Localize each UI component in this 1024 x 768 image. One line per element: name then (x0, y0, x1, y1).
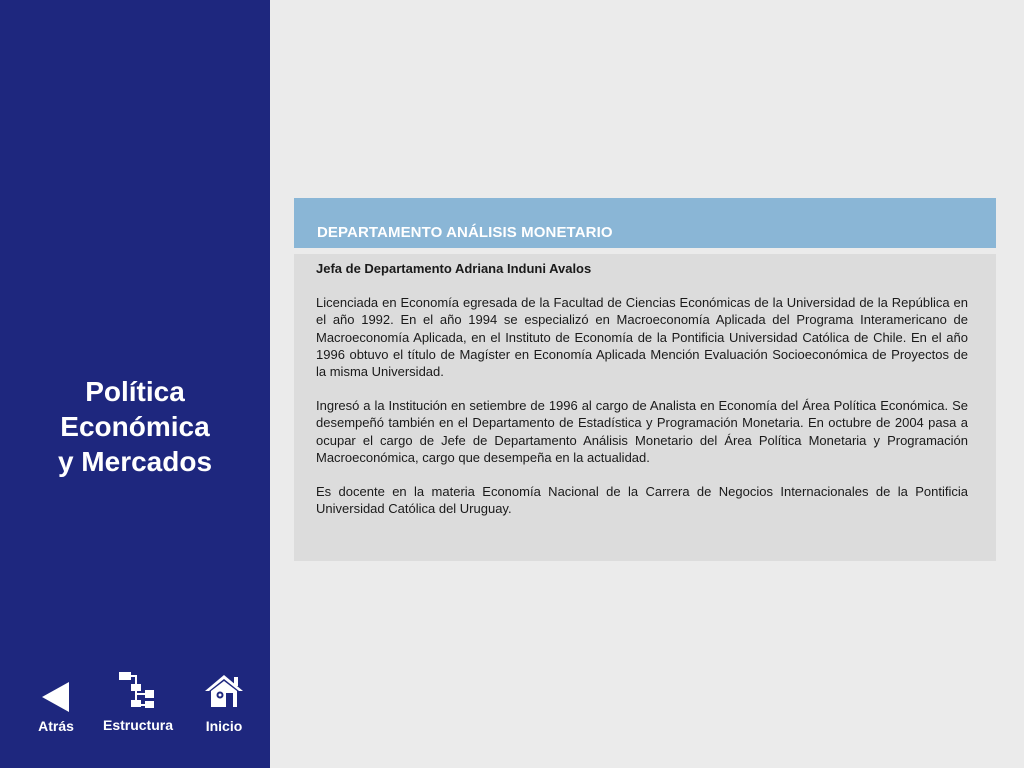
back-button-label: Atrás (38, 718, 74, 734)
back-button[interactable] (26, 666, 86, 738)
card-header (294, 198, 996, 248)
department-card (294, 198, 996, 561)
back-arrow-icon (42, 682, 70, 717)
department-title: DEPARTAMENTO ANÁLISIS MONETARIO (317, 224, 613, 241)
department-head-name: Jefa de Departamento Adriana Induni Avalos (316, 261, 592, 276)
bio-paragraph: Es docente en la materia Economía Nacional de la Carrera de Negocios Internacionales de la Pontificia Universidad Católica del Uruguay. (316, 484, 968, 517)
home-button-label: Inicio (205, 718, 243, 734)
card-body (294, 254, 996, 561)
bottom-nav (0, 666, 270, 746)
section-title-line: Económica (60, 411, 210, 442)
home-icon (204, 674, 244, 713)
section-title (0, 374, 270, 479)
home-button[interactable] (196, 666, 252, 738)
section-title-line: y Mercados (57, 446, 213, 477)
sidebar (0, 0, 270, 768)
bio-paragraph: Ingresó a la Institución en setiembre de 1996 al cargo de Analista en Economía del Área Política Económica. Se desempeñó también en el Departamento de Estadística y Programación Monetaria. En octubre de 2004 pasa a ocupar el cargo de Jefe de Departamento Análisis Monetario del Área Política Monetaria y Programación Macroeconómica, cargo que desempeña en la actualidad. (316, 398, 968, 465)
structure-button-label: Estructura (102, 717, 174, 733)
section-title-line: Política (85, 376, 185, 407)
structure-tree-icon (117, 670, 157, 715)
structure-button[interactable] (96, 666, 180, 738)
bio-paragraph: Licenciada en Economía egresada de la Facultad de Ciencias Económicas de la Universidad de la República en el año 1992. En el año 1994 se especializó en Macroeconomía Aplicada del Programa Interamericano de Macroeconomía Aplicada, en el Instituto de Economía de la Pontificia Universidad Católica de Chile. En el año 1996 obtuvo el título de Magíster en Economía Aplicada Mención Evaluación Socioeconómica de Proyectos de la misma Universidad. (316, 295, 968, 380)
